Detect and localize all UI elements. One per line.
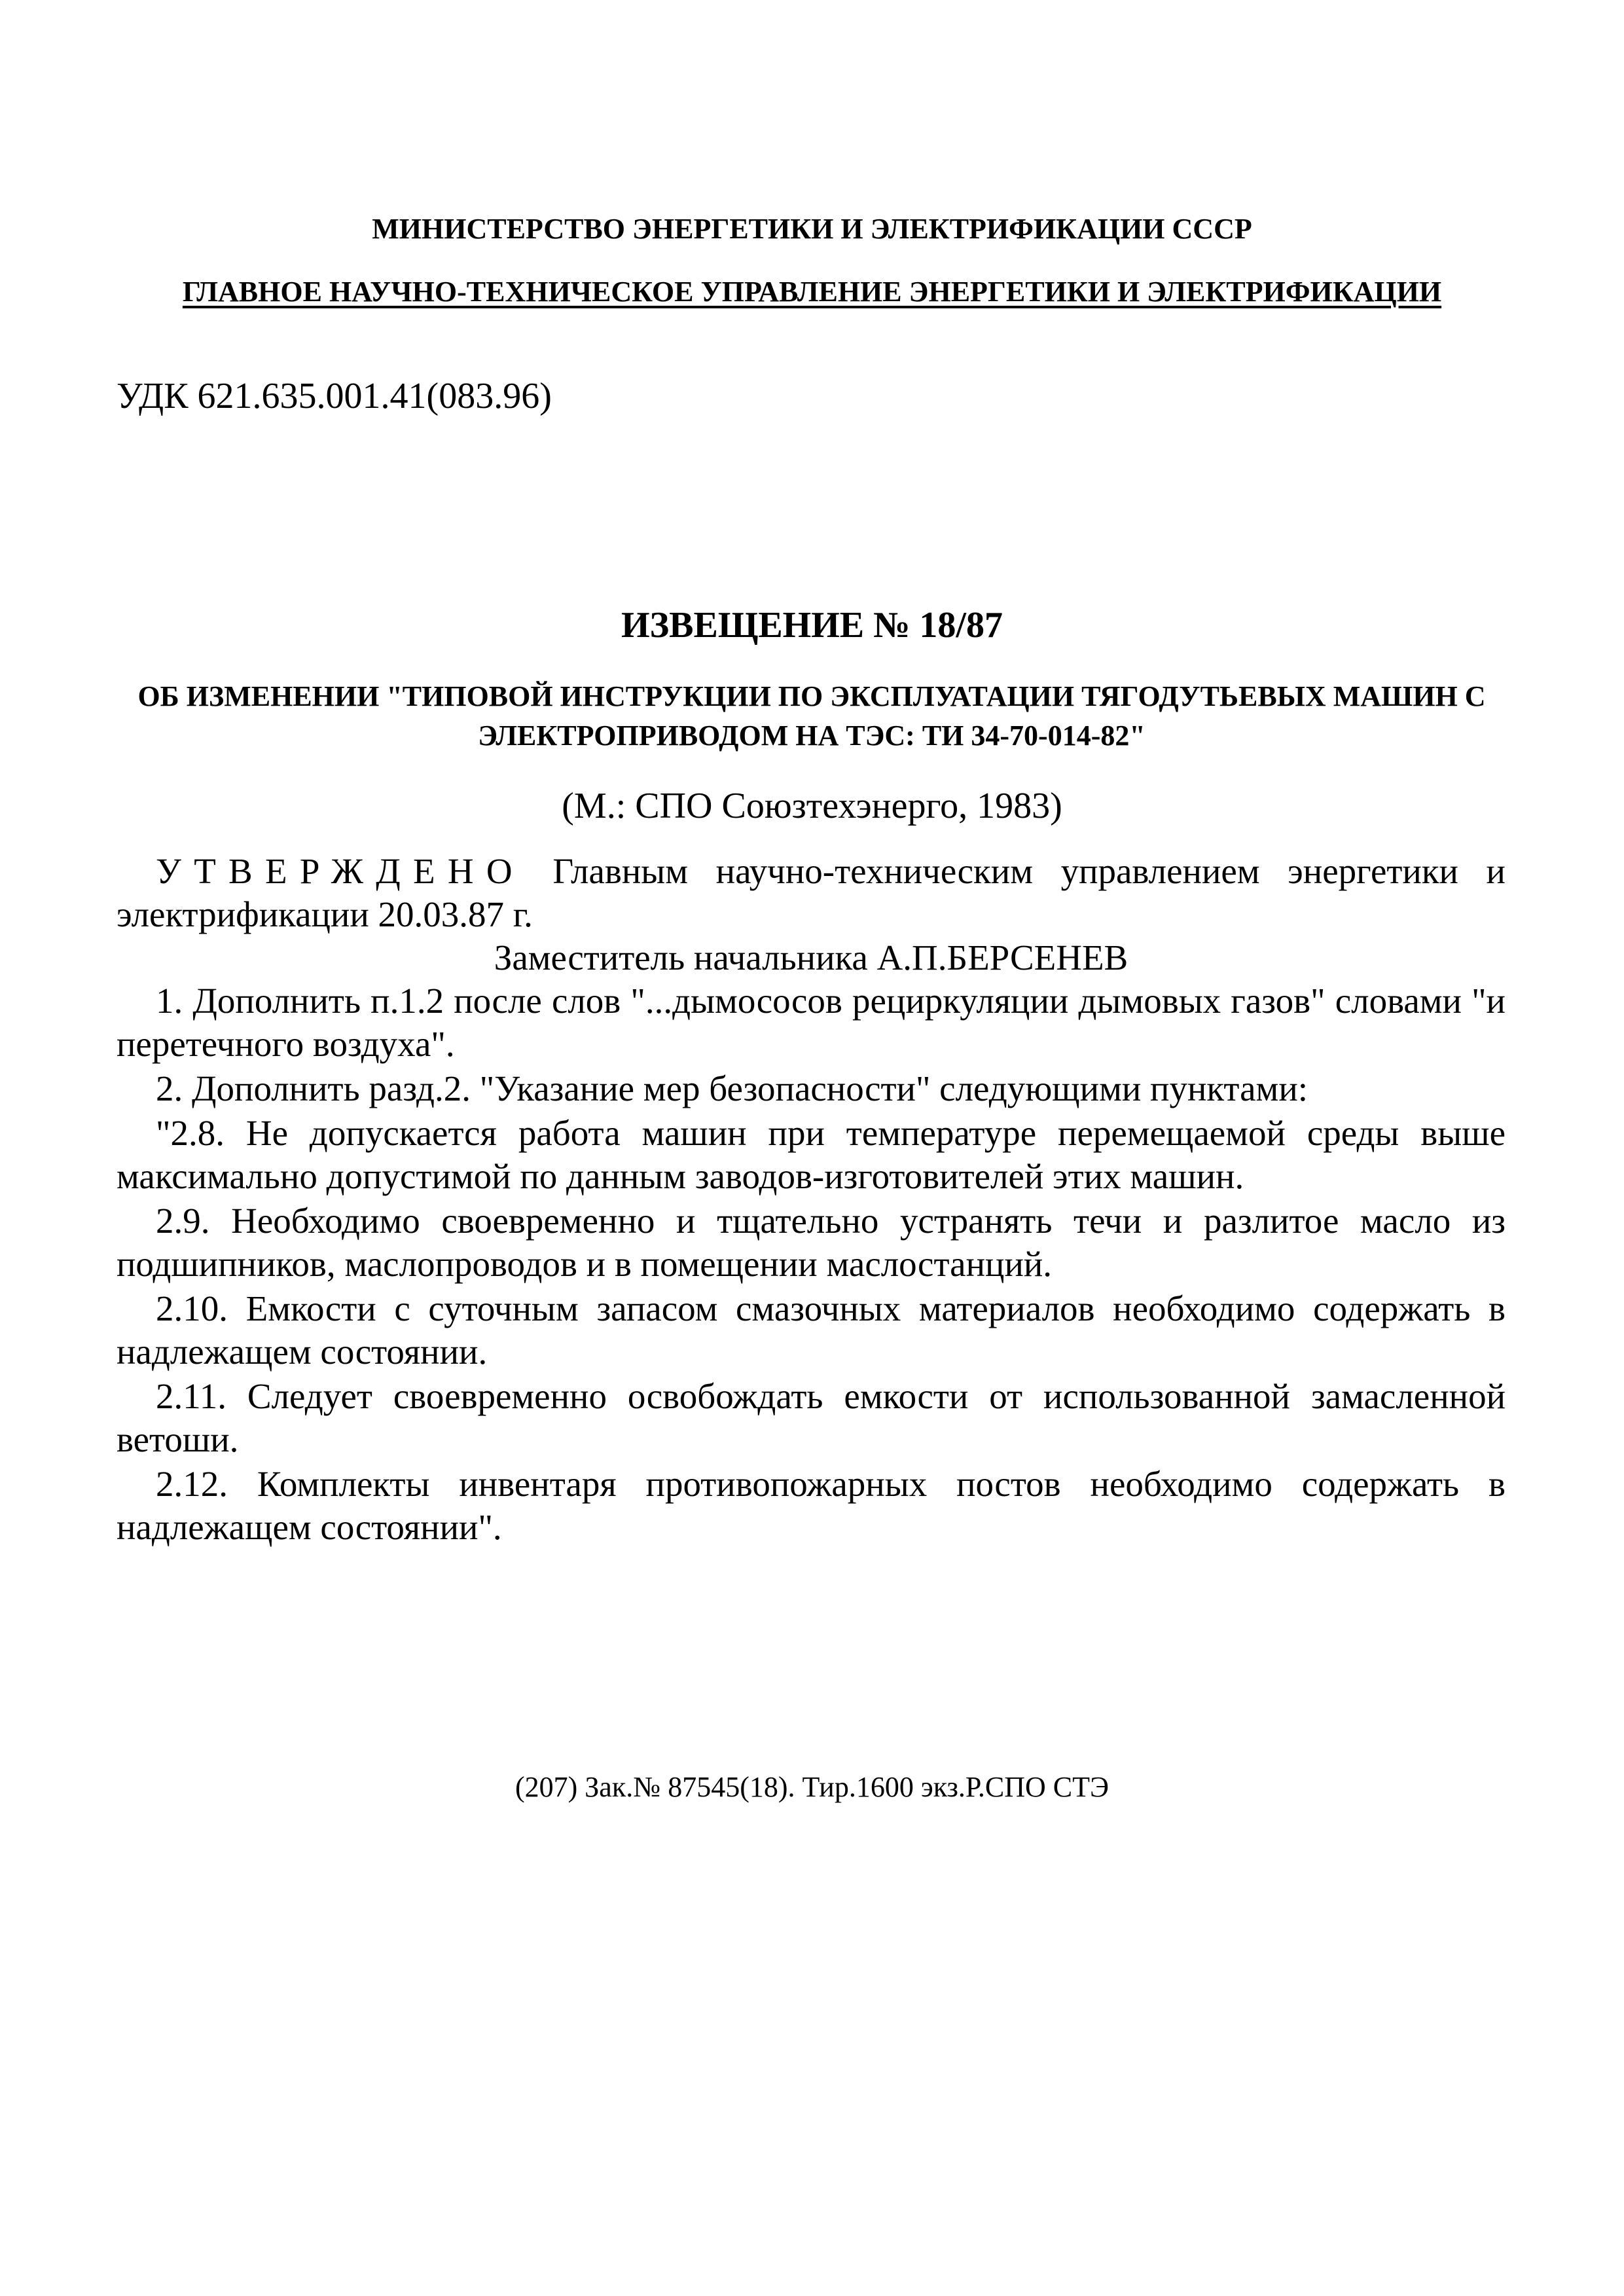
notice-body xyxy=(117,850,1506,1549)
approval-text: Главным научно-техническим управлением энергетики и электрификации 20.03.87 г. xyxy=(117,851,1506,934)
list-item: 1. Дополнить п.1.2 после слов "...дымососов рециркуляции дымовых газов" словами "и перетечного воздуха". xyxy=(117,981,1506,1064)
approval-word: УТВЕРЖДЕНО xyxy=(156,851,525,891)
notice-subject: ОБ ИЗМЕНЕНИИ "ТИПОВОЙ ИНСТРУКЦИИ ПО ЭКСПЛУАТАЦИИ ТЯГОДУТЬЕВЫХ МАШИН С ЭЛЕКТРОПРИВОДОМ НА ТЭС: ТИ 34-70-014-82" xyxy=(137,680,1486,752)
ministry-heading: МИНИСТЕРСТВО ЭНЕРГЕТИКИ И ЭЛЕКТРИФИКАЦИИ СССР xyxy=(372,213,1252,245)
approval-paragraph xyxy=(117,850,1506,936)
list-item: 2.12. Комплекты инвентаря противопожарных постов необходимо содержать в надлежащем состоянии". xyxy=(117,1464,1506,1547)
notice-title: ИЗВЕЩЕНИЕ № 18/87 xyxy=(621,605,1003,646)
imprint-footer: (207) Зак.№ 87545(18). Тир.1600 экз.Р.СПО СТЭ xyxy=(514,1771,1110,1803)
list-item: 2. Дополнить разд.2. "Указание мер безопасности" следующими пунктами: xyxy=(156,1068,1308,1108)
list-item: 2.11. Следует своевременно освобождать емкости от использованной замасленной ветоши. xyxy=(117,1376,1506,1459)
list-item: 2.9. Необходимо своевременно и тщательно устранять течи и разлитое масло из подшипников, маслопроводов и в помещении маслостанций. xyxy=(117,1201,1506,1284)
list-item: 2.10. Емкости с суточным запасом смазочных материалов необходимо содержать в надлежащем состоянии. xyxy=(117,1288,1506,1372)
signer-line: Заместитель начальника А.П.БЕРСЕНЕВ xyxy=(494,938,1128,977)
publisher-line: (М.: СПО Союзтехэнерго, 1983) xyxy=(562,786,1062,826)
udk-code: УДК 621.635.001.41(083.96) xyxy=(117,376,552,416)
directorate-heading: ГЛАВНОЕ НАУЧНО-ТЕХНИЧЕСКОЕ УПРАВЛЕНИЕ ЭНЕРГЕТИКИ И ЭЛЕКТРИФИКАЦИИ xyxy=(182,276,1442,308)
list-item: "2.8. Не допускается работа машин при температуре перемещаемой среды выше максимально допустимой по данным заводов-изготовителей этих машин. xyxy=(117,1113,1506,1196)
